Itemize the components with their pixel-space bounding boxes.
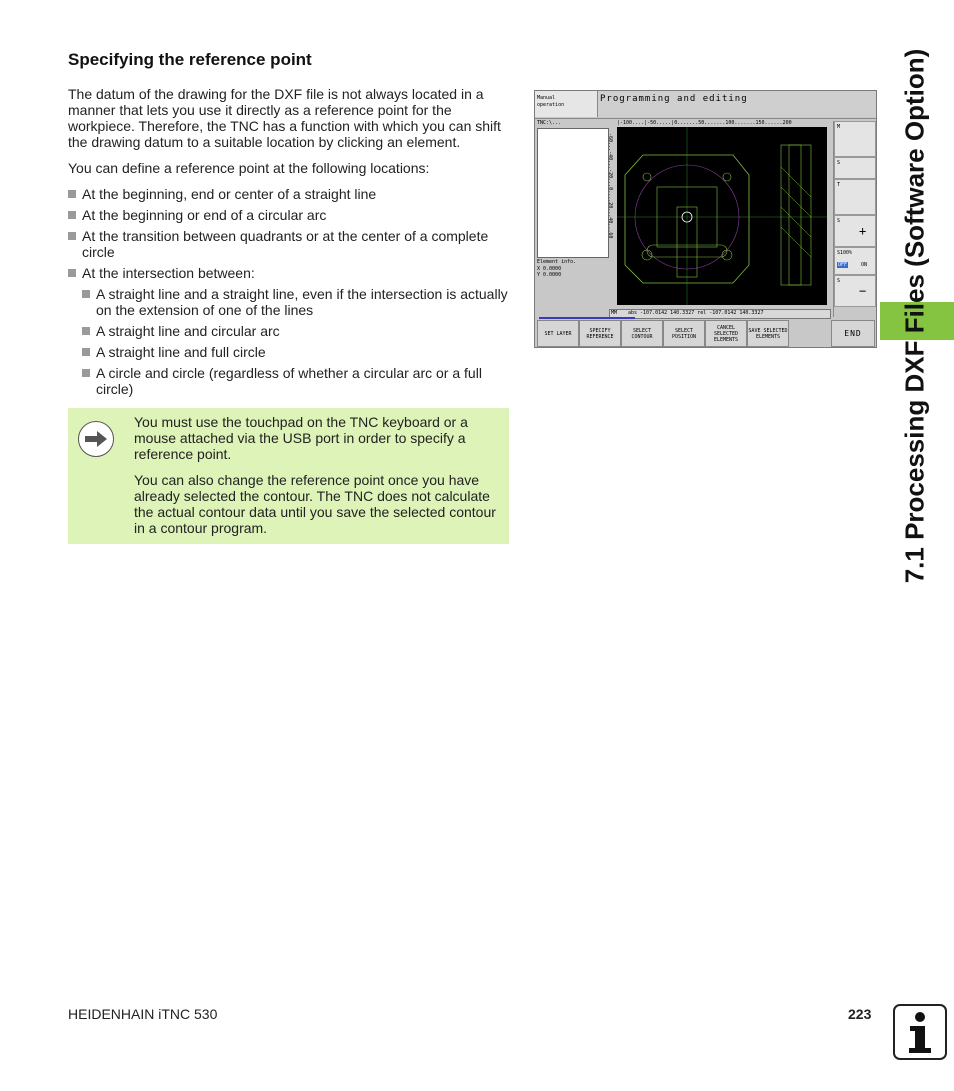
softkey-end[interactable]: END	[831, 320, 875, 347]
layer-list[interactable]	[537, 128, 609, 258]
body-text	[68, 86, 513, 402]
selection-indicator	[539, 317, 635, 319]
side-key-m[interactable]: M	[834, 121, 876, 157]
intro-paragraph-1: The datum of the drawing for the DXF file is not always located in a manner that lets you use it directly as a reference point for the workpiece. Therefore, the TNC has a function with which you can shift the drawing datum to a suitable location by clicking an element.	[68, 86, 501, 150]
arrow-right-icon	[78, 421, 114, 457]
intro-paragraph-2: You can define a reference point at the following locations:	[68, 160, 430, 176]
list-item: At the beginning or end of a circular arc	[68, 207, 513, 223]
element-info-x: X 0.0000	[537, 266, 562, 272]
list-item: A straight line and circular arc	[82, 323, 513, 339]
status-unit: MM	[611, 310, 618, 316]
softkey-select-contour[interactable]: SELECT CONTOUR	[621, 320, 663, 347]
list-item: At the transition between quadrants or at the center of a complete circle	[68, 228, 513, 260]
cad-view[interactable]	[617, 127, 827, 305]
element-info-title: Element info.	[537, 259, 577, 265]
info-icon	[893, 1004, 947, 1060]
list-item-text: At the intersection between:	[82, 265, 255, 281]
side-key-override[interactable]: S100% OFF ON	[834, 247, 876, 275]
minus-icon: −	[859, 284, 867, 298]
header-title: Programming and editing	[600, 94, 748, 104]
element-info-y: Y 0.0000	[537, 272, 562, 278]
side-panel	[833, 121, 876, 317]
softkey-select-position[interactable]: SELECT POSITION	[663, 320, 705, 347]
intersection-list	[82, 286, 513, 397]
note-paragraph-1: You must use the touchpad on the TNC keyboard or a mouse attached via the USB port in order to specify a reference point.	[134, 414, 468, 462]
note-box	[68, 408, 509, 544]
page-number: 223	[848, 1006, 872, 1022]
note-paragraph-2: You can also change the reference point once you have already selected the contour. The TNC does not calculate the actual contour data until you save the selected contour in a contour program.	[134, 472, 496, 536]
tnc-screenshot	[534, 90, 877, 348]
chapter-title: 7.1 Processing DXF Files (Software Option)	[899, 48, 930, 584]
list-item: A straight line and a straight line, even if the intersection is actually on the extension of one of the lines	[82, 286, 513, 318]
ruler-horizontal: |-100....|-50.....|0.......50.......100.......150......200	[617, 120, 792, 126]
section-title: Specifying the reference point	[68, 50, 312, 69]
side-key-feed[interactable]: S +	[834, 215, 876, 247]
mode-label: Manual	[537, 95, 556, 101]
list-item: At the beginning, end or center of a straight line	[68, 186, 513, 202]
softkey-cancel-selected[interactable]: CANCEL SELECTED ELEMENTS	[705, 320, 747, 347]
status-bar	[609, 309, 831, 319]
list-item: A circle and circle (regardless of whether a circular arc or a full circle)	[82, 365, 513, 397]
mode-label: operation	[537, 102, 565, 108]
side-key-s[interactable]: S	[834, 157, 876, 179]
layer-path: TNC:\...	[537, 120, 562, 126]
header-bar	[598, 91, 876, 117]
ruler-vertical: -60...-40...-20...0....20...40...60	[607, 133, 613, 239]
plus-icon: +	[859, 224, 867, 238]
side-key-t[interactable]: T	[834, 179, 876, 215]
mode-panel	[535, 91, 598, 117]
cad-drawing	[617, 127, 827, 305]
softkey-save-selected[interactable]: SAVE SELECTED ELEMENTS	[747, 320, 789, 347]
list-item: A straight line and full circle	[82, 344, 513, 360]
list-item	[68, 265, 513, 397]
footer-product: HEIDENHAIN iTNC 530	[68, 1006, 218, 1022]
reference-locations-list	[68, 186, 513, 397]
softkey-set-layer[interactable]: SET LAYER	[537, 320, 579, 347]
side-key-spindle[interactable]: S −	[834, 275, 876, 307]
softkey-specify-reference[interactable]: SPECIFY REFERENCE	[579, 320, 621, 347]
status-coordinates: abs -107.0142 140.3327 rel -107.0142 140.3327	[628, 310, 764, 316]
